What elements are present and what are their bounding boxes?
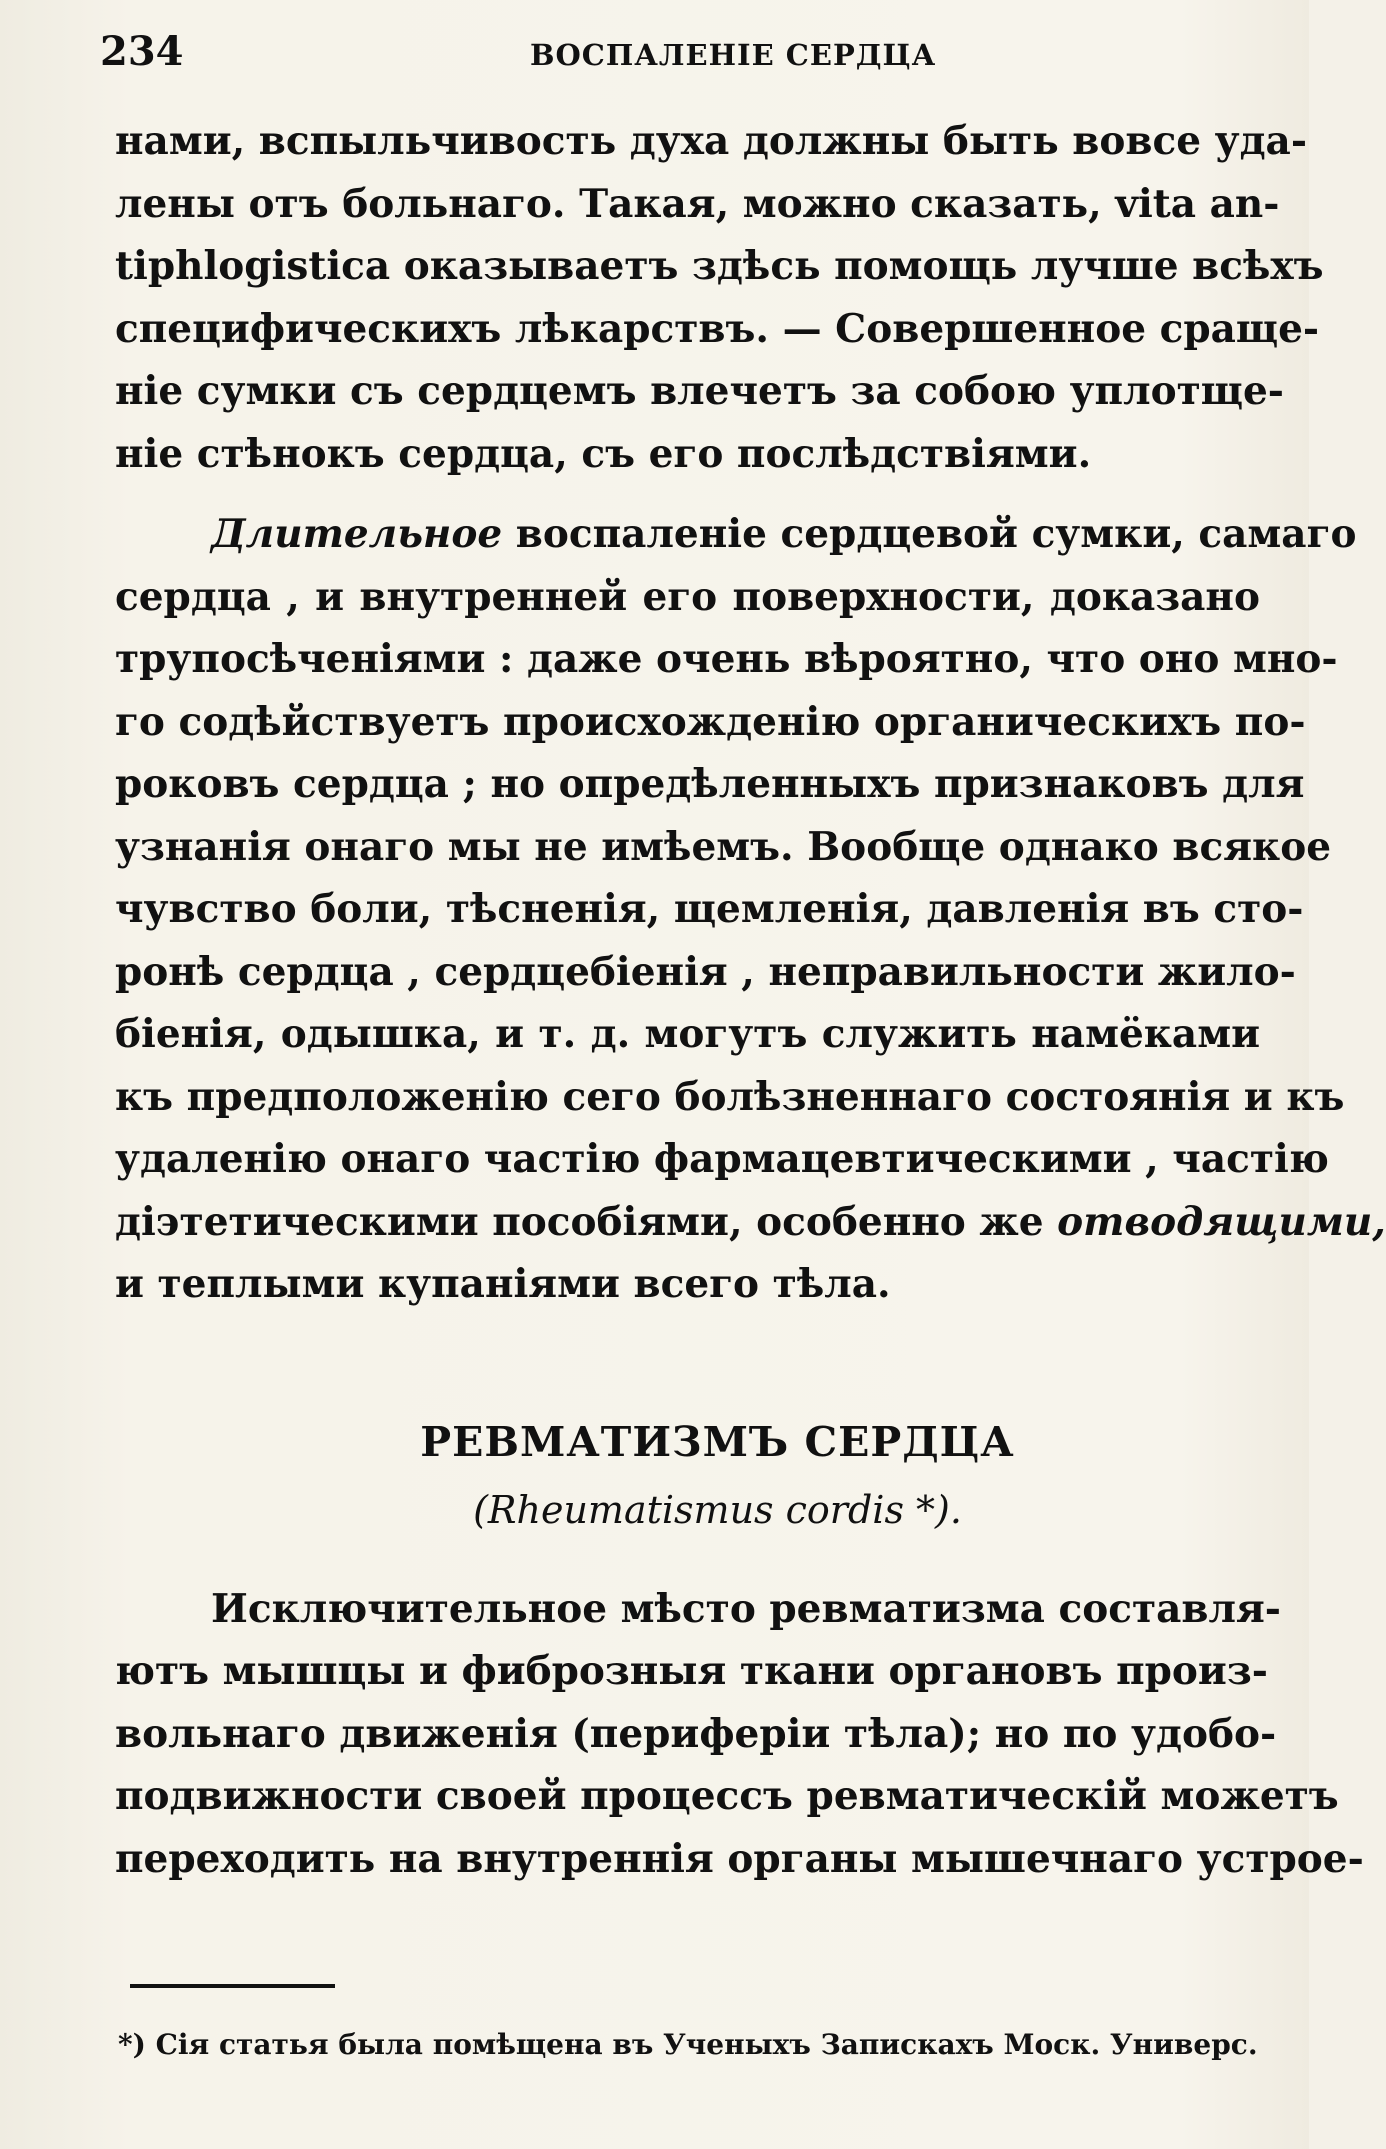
emphasis-text: отводящими,	[1057, 1198, 1386, 1245]
text-line: и теплыми купаніями всего тѣла.	[115, 1261, 891, 1307]
text-line: подвижности своей процессъ ревматическій можетъ	[115, 1773, 1339, 1819]
footnote-divider	[130, 1984, 335, 1988]
body-text	[115, 110, 1386, 1890]
page-number: 234	[100, 28, 184, 75]
paragraph-1	[115, 110, 1324, 485]
text-line: Исключительное мѣсто ревматизма составля-	[211, 1585, 1281, 1632]
text-line: къ предположенію сего болѣзненнаго состоянія и къ	[115, 1073, 1345, 1120]
text-line: узнанія онаго мы не имѣемъ. Вообще однако всякое	[115, 823, 1332, 870]
text-line: ніе сумки съ сердцемъ влечетъ за собою уплотще-	[115, 368, 1284, 414]
text-line: сердца , и внутренней его поверхности, доказано	[115, 573, 1260, 620]
paragraph-3	[115, 1578, 1364, 1891]
text-line: вольнаго движенія (периферіи тѣла); но по удобо-	[115, 1710, 1277, 1757]
section-title: РЕВМАТИЗМЪ СЕРДЦА	[420, 1417, 1015, 1466]
text-line: трупосѣченіями : даже очень вѣроятно, что оно мно-	[115, 636, 1338, 682]
text-line: tiphlogistica оказываетъ здѣсь помощь лучше всѣхъ	[115, 243, 1324, 289]
text-line: ронѣ сердца , сердцебіенія , неправильности жило-	[115, 948, 1296, 995]
text-line: переходить на внутреннія органы мышечнаго устрое-	[115, 1835, 1364, 1882]
text-line: Длительное воспаленіе сердцевой сумки, самаго	[211, 511, 1357, 557]
section-subtitle: (Rheumatismus cordis *).	[473, 1487, 962, 1532]
text-line: нами, вспыльчивость духа должны быть вовсе уда-	[115, 118, 1308, 164]
paragraph-2	[115, 503, 1386, 1316]
text-line: удаленію онаго частію фармацевтическими , частію	[115, 1136, 1329, 1182]
running-head: ВОСПАЛЕНІЕ СЕРДЦА	[530, 38, 937, 72]
emphasis-text: Длительное	[211, 511, 503, 557]
text-line: чувство боли, тѣсненія, щемленія, давленія въ сто-	[115, 886, 1304, 932]
footnote: *) Сія статья была помѣщена въ Ученыхъ Запискахъ Моск. Универс.	[118, 2028, 1258, 2061]
text-line: лены отъ больнаго. Такая, можно сказать, vita an-	[115, 180, 1280, 227]
text-line: специфическихъ лѣкарствъ. — Совершенное сраще-	[115, 305, 1320, 352]
text-line: біенія, одышка, и т. д. могутъ служить намёками	[115, 1011, 1260, 1057]
text-line: го содѣйствуетъ происхожденію органическихъ по-	[115, 698, 1306, 745]
text-line: діэтетическими пособіями, особенно же отводящими,	[115, 1198, 1386, 1245]
text-line: ютъ мышцы и фиброзныя ткани органовъ произ-	[115, 1648, 1268, 1694]
text-line: ніе стѣнокъ сердца, съ его послѣдствіями.	[115, 430, 1092, 477]
page-header	[100, 28, 1230, 88]
text-line: роковъ сердца ; но опредѣленныхъ признаковъ для	[115, 761, 1305, 807]
